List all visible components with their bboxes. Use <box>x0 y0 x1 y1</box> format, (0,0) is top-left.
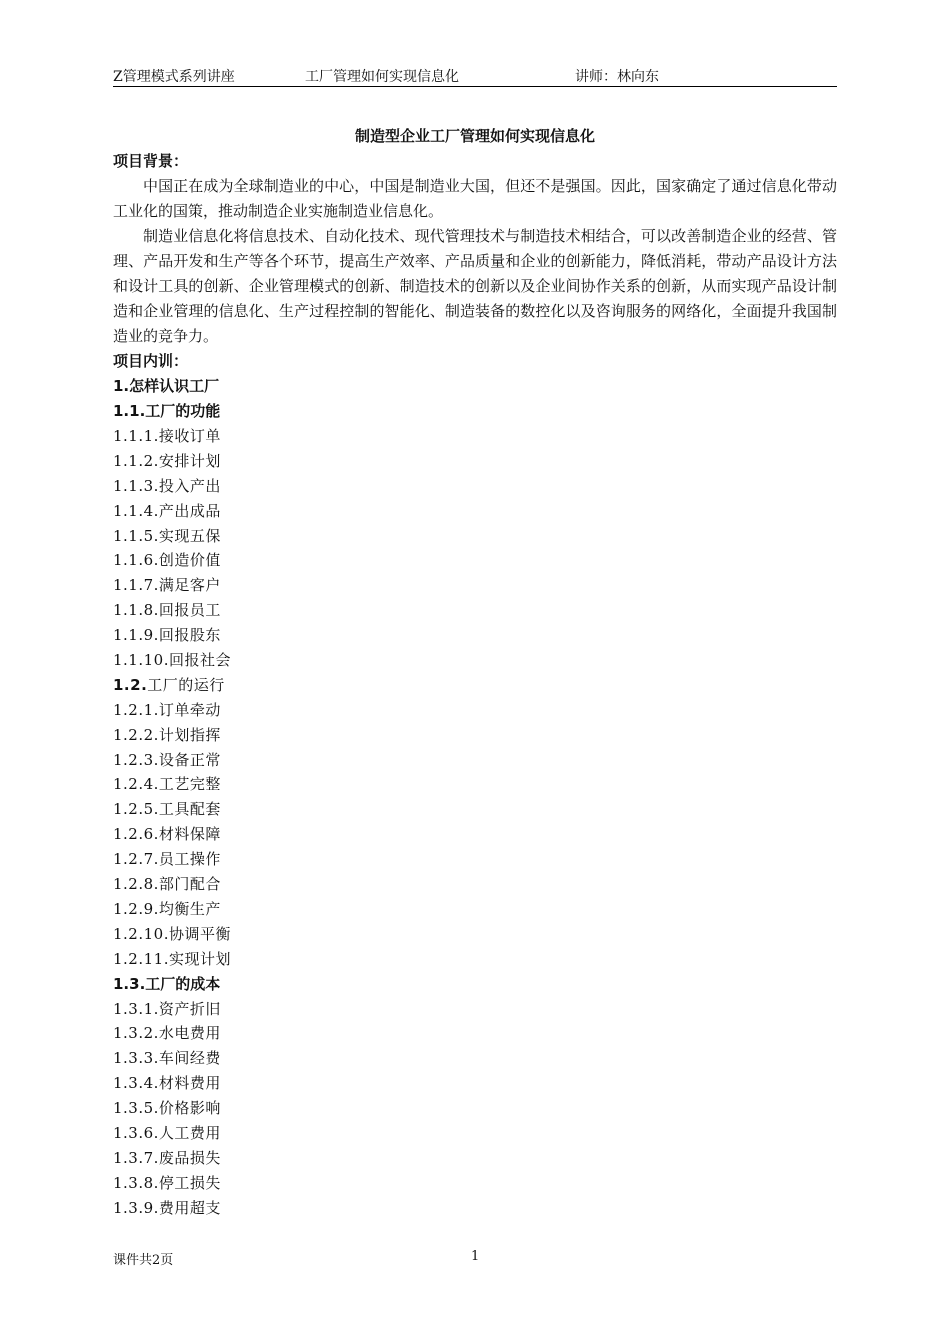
page-header <box>113 64 837 87</box>
outline-item: 1.2.7.员工操作 <box>113 850 221 869</box>
outline-list <box>113 424 837 673</box>
document-title: 制造型企业工厂管理如何实现信息化 <box>354 127 595 145</box>
outline-item: 1.1.6.创造价值 <box>113 551 221 570</box>
outline-item: 1.3.2.水电费用 <box>113 1024 221 1043</box>
outline-item: 1.1.2.安排计划 <box>113 451 221 470</box>
outline-item: 1.1.4.产出成品 <box>113 501 221 520</box>
outline-item: 1.2.10.协调平衡 <box>113 924 231 943</box>
outline-item: 1.2.11.实现计划 <box>113 949 231 968</box>
header-lecturer: 讲师：林向东 <box>575 69 659 85</box>
outline-item: 1.2.1.订单牵动 <box>113 700 221 719</box>
background-heading: 项目背景： <box>113 152 189 170</box>
outline-item: 1.2.2.计划指挥 <box>113 725 221 744</box>
outline-list <box>113 997 837 1221</box>
outline-item: 1.2.3.设备正常 <box>113 750 221 769</box>
outline-item: 1.2.5.工具配套 <box>113 800 221 819</box>
outline-item: 1.1.5.实现五保 <box>113 526 221 545</box>
section-heading: 1.怎样认识工厂 <box>113 377 220 395</box>
outline-item: 1.3.1.资产折旧 <box>113 999 221 1018</box>
outline-item: 1.1.3.投入产出 <box>113 476 221 495</box>
outline-item: 1.3.5.价格影响 <box>113 1099 221 1118</box>
footer-page-count: 课件共2页 <box>113 1253 174 1268</box>
outline-item: 1.1.9.回报股东 <box>113 626 221 645</box>
subsection-label: 工厂的运行 <box>147 675 225 694</box>
outline-list <box>113 698 837 972</box>
document-body <box>113 149 837 1221</box>
outline-item: 1.1.7.满足客户 <box>113 576 221 595</box>
outline-item: 1.2.9.均衡生产 <box>113 899 221 918</box>
outline-item: 1.2.4.工艺完整 <box>113 775 221 794</box>
footer-page-number: 1 <box>471 1249 480 1264</box>
subsection-heading: 1.3.工厂的成本 <box>113 974 221 993</box>
outline-item: 1.3.6.人工费用 <box>113 1124 221 1143</box>
subsection-heading: 1.1.工厂的功能 <box>113 402 221 420</box>
header-topic: 工厂管理如何实现信息化 <box>305 69 459 85</box>
training-heading: 项目内训： <box>113 352 189 370</box>
outline-item: 1.3.8.停工损失 <box>113 1173 221 1192</box>
subsection-heading <box>113 673 837 698</box>
outline-item: 1.3.4.材料费用 <box>113 1074 221 1093</box>
background-paragraph: 制造业信息化将信息技术、自动化技术、现代管理技术与制造技术相结合，可以改善制造企业的经营、管理、产品开发和生产等各个环节，提高生产效率、产品质量和企业的创新能力，降低消耗，带动产品设计方法和设计工具的创新、企业管理模式的创新、制造技术的创新以及企业间协作关系的创新，从而实现产品设计制造和企业管理的信息化、生产过程控制的智能化、制造装备的数控化以及咨询服务的网络化，全面提升我国制造业的竞争力。 <box>113 227 837 345</box>
outline-item: 1.3.7.废品损失 <box>113 1148 221 1167</box>
subsection-number: 1.2. <box>113 675 148 694</box>
background-paragraph: 中国正在成为全球制造业的中心，中国是制造业大国，但还不是强国。因此，国家确定了通过信息化带动工业化的国策，推动制造企业实施制造业信息化。 <box>113 177 837 220</box>
header-series: Z管理模式系列讲座 <box>113 69 235 85</box>
outline-item: 1.1.1.接收订单 <box>113 427 221 445</box>
outline-item: 1.1.8.回报员工 <box>113 601 221 620</box>
outline-item: 1.3.3.车间经费 <box>113 1049 221 1068</box>
outline-item: 1.2.8.部门配合 <box>113 875 221 894</box>
outline-item: 1.1.10.回报社会 <box>113 651 231 670</box>
outline-item: 1.2.6.材料保障 <box>113 825 221 844</box>
outline-item: 1.3.9.费用超支 <box>113 1198 221 1217</box>
